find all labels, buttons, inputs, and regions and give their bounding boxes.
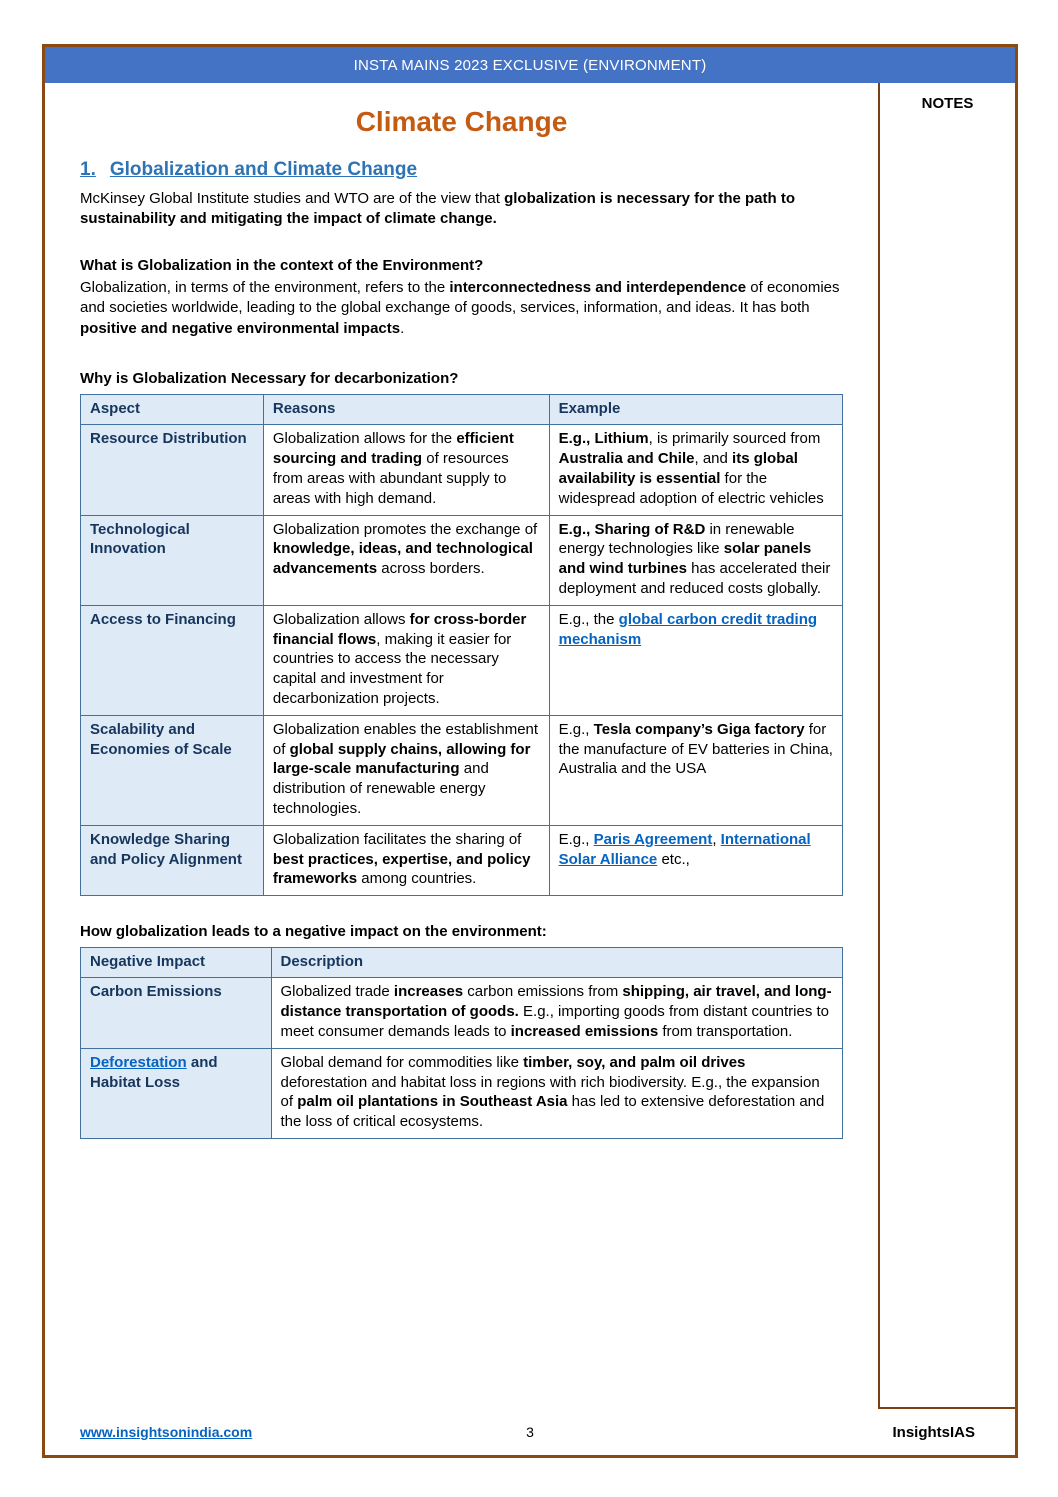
- decarbonization-table: [80, 394, 843, 897]
- table-row: [81, 715, 843, 825]
- reasons-cell: Globalization facilitates the sharing of best practices, expertise, and policy frameworks among countries.: [263, 825, 549, 895]
- document-body: [45, 83, 1015, 1409]
- aspect-cell: Access to Financing: [81, 605, 264, 715]
- aspect-cell: Technological Innovation: [81, 515, 264, 605]
- header-title: INSTA MAINS 2023 EXCLUSIVE (ENVIRONMENT): [353, 56, 707, 74]
- inline-link[interactable]: Deforestation: [90, 1053, 187, 1071]
- column-header-example: Example: [549, 394, 842, 425]
- header-bar: [45, 47, 1015, 83]
- description-cell: Globalized trade increases carbon emissions from shipping, air travel, and long-distance transportation of goods. E.g., importing goods from distant countries to meet consumer demands leads to increased emissions from transportation.: [271, 978, 843, 1048]
- column-header-description: Description: [271, 947, 843, 978]
- table-header-row: [81, 394, 843, 425]
- notes-column: [878, 83, 1015, 1409]
- example-cell: E.g., the global carbon credit trading mechanism: [549, 605, 842, 715]
- table-row: [81, 825, 843, 895]
- aspect-cell: Resource Distribution: [81, 425, 264, 515]
- brand-name: InsightsIAS: [892, 1423, 975, 1441]
- column-header-negative-impact: Negative Impact: [81, 947, 272, 978]
- aspect-cell: Knowledge Sharing and Policy Alignment: [81, 825, 264, 895]
- why-globalization-heading: Why is Globalization Necessary for decarbonization?: [80, 370, 459, 388]
- table-row: [81, 1048, 843, 1138]
- intro-paragraph: McKinsey Global Institute studies and WTO are of the view that globalization is necessary for the path to sustainability and mitigating the impact of climate change.: [80, 189, 795, 228]
- column-header-aspect: Aspect: [81, 394, 264, 425]
- column-header-reasons: Reasons: [263, 394, 549, 425]
- table-row: [81, 978, 843, 1048]
- section-number: 1.: [80, 159, 96, 181]
- negative-impact-table: [80, 947, 843, 1139]
- table-row: [81, 605, 843, 715]
- document-page-frame: [42, 44, 1018, 1458]
- impact-cell: Carbon Emissions: [81, 978, 272, 1048]
- inline-link[interactable]: International Solar Alliance: [558, 830, 811, 868]
- footer: [45, 1409, 1015, 1455]
- what-is-globalization-heading: What is Globalization in the context of the Environment?: [80, 256, 484, 274]
- inline-link[interactable]: Paris Agreement: [593, 830, 713, 848]
- table-row: [81, 515, 843, 605]
- example-cell: E.g., Sharing of R&D in renewable energy technologies like solar panels and wind turbines has accelerated their deployment and reduced costs globally.: [549, 515, 842, 605]
- negative-impact-heading: How globalization leads to a negative impact on the environment:: [80, 923, 547, 941]
- page-number: 3: [526, 1424, 534, 1440]
- example-cell: E.g., Paris Agreement, International Solar Alliance etc.,: [549, 825, 842, 895]
- impact-cell: Deforestation and Habitat Loss: [81, 1048, 272, 1138]
- reasons-cell: Globalization allows for cross-border financial flows, making it easier for countries to access the necessary capital and investment for decarbonization projects.: [263, 605, 549, 715]
- example-cell: E.g., Tesla company’s Giga factory for the manufacture of EV batteries in China, Australia and the USA: [549, 715, 842, 825]
- what-is-globalization-text: Globalization, in terms of the environment, refers to the interconnectedness and interdependence of economies and societies worldwide, leading to the global exchange of goods, services, information, and ideas. It has both positive and negative environmental impacts.: [80, 279, 840, 337]
- page-title: Climate Change: [355, 106, 568, 137]
- table-row: [81, 425, 843, 515]
- section-heading: [80, 157, 843, 183]
- inline-link[interactable]: global carbon credit trading mechanism: [558, 610, 818, 648]
- table-header-row: [81, 947, 843, 978]
- reasons-cell: Globalization enables the establishment of global supply chains, allowing for large-scale manufacturing and distribution of renewable energy technologies.: [263, 715, 549, 825]
- section-title: Globalization and Climate Change: [109, 159, 418, 181]
- main-content: [45, 83, 878, 1409]
- footer-website-link[interactable]: www.insightsonindia.com: [80, 1424, 253, 1440]
- aspect-cell: Scalability and Economies of Scale: [81, 715, 264, 825]
- notes-label: NOTES: [921, 95, 974, 112]
- description-cell: Global demand for commodities like timber, soy, and palm oil drives deforestation and habitat loss in regions with rich biodiversity. E.g., the expansion of palm oil plantations in Southeast Asia has led to extensive deforestation and the loss of critical ecosystems.: [271, 1048, 843, 1138]
- reasons-cell: Globalization allows for the efficient sourcing and trading of resources from areas with abundant supply to areas with high demand.: [263, 425, 549, 515]
- reasons-cell: Globalization promotes the exchange of knowledge, ideas, and technological advancements across borders.: [263, 515, 549, 605]
- example-cell: E.g., Lithium, is primarily sourced from Australia and Chile, and its global availability is essential for the widespread adoption of electric vehicles: [549, 425, 842, 515]
